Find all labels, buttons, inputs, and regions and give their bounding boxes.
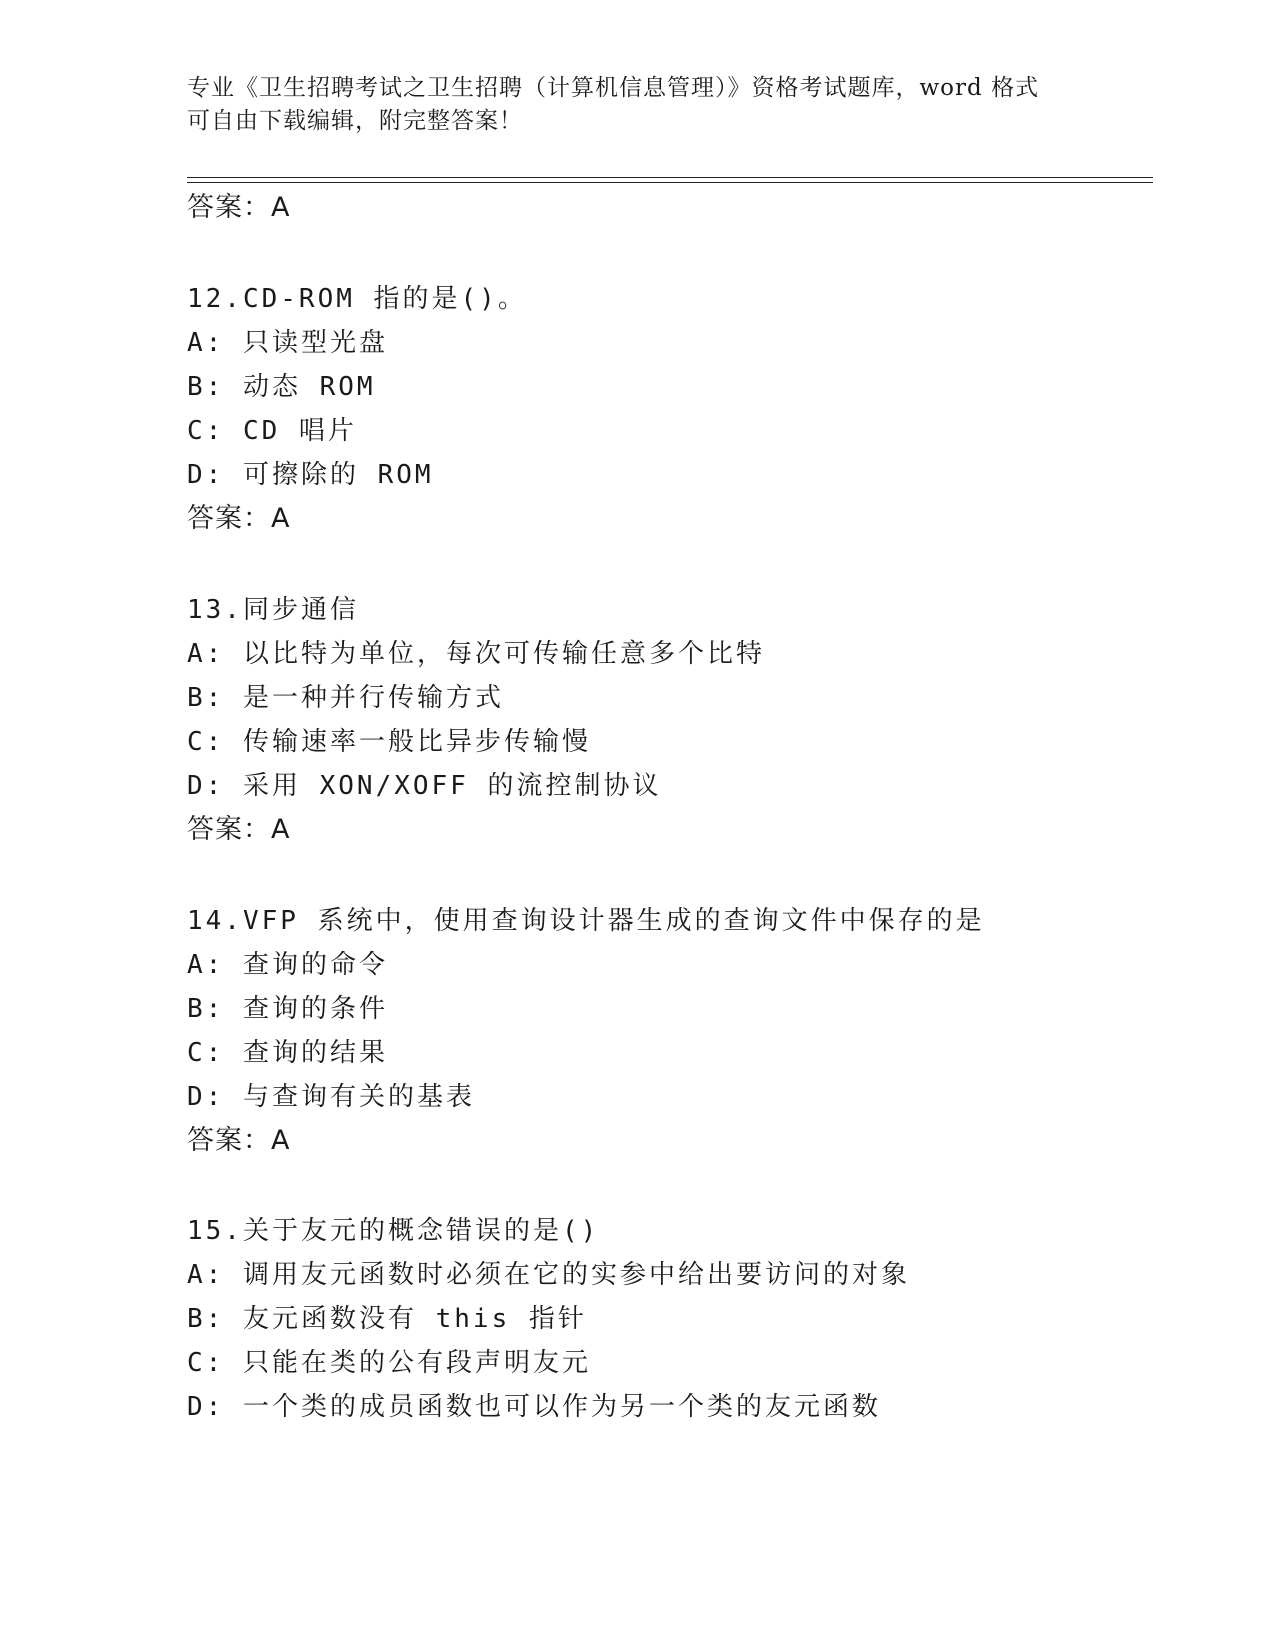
question-14-option-a: A: 查询的命令 [187,950,388,980]
question-13-option-d: D: 采用 XON/XOFF 的流控制协议 [187,771,662,801]
question-13-option-a: A: 以比特为单位，每次可传输任意多个比特 [187,639,765,669]
question-14-stem: 14.VFP 系统中，使用查询设计器生成的查询文件中保存的是 [187,906,985,936]
question-15-option-b: B: 友元函数没有 this 指针 [187,1304,587,1334]
document-header [187,72,1087,138]
question-12-option-d: D: 可擦除的 ROM [187,460,434,490]
question-15-option-d: D: 一个类的成员函数也可以作为另一个类的友元函数 [187,1392,881,1422]
question-13-option-c: C: 传输速率一般比异步传输慢 [187,727,591,757]
question-15-stem: 15.关于友元的概念错误的是() [187,1216,600,1246]
question-12-option-c: C: CD 唱片 [187,416,357,446]
question-13-answer: 答案：A [187,814,291,845]
question-12-answer: 答案：A [187,503,291,534]
header-rule-bottom [187,182,1153,183]
previous-answer: 答案：A [187,192,291,223]
question-13-option-b: B: 是一种并行传输方式 [187,683,504,713]
question-14-option-c: C: 查询的结果 [187,1038,388,1068]
question-14-option-d: D: 与查询有关的基表 [187,1082,475,1112]
header-line-2: 可自由下载编辑，附完整答案！ [187,108,523,134]
header-line-1: 专业《卫生招聘考试之卫生招聘（计算机信息管理）》资格考试题库，word 格式 [187,75,1040,101]
question-13-stem: 13.同步通信 [187,595,359,625]
question-14-answer: 答案：A [187,1125,291,1156]
question-12-stem: 12.CD-ROM 指的是()。 [187,284,527,314]
question-12-option-b: B: 动态 ROM [187,372,376,402]
question-15-option-a: A: 调用友元函数时必须在它的实参中给出要访问的对象 [187,1260,910,1290]
question-12-option-a: A: 只读型光盘 [187,328,388,358]
question-14-option-b: B: 查询的条件 [187,994,388,1024]
question-15-option-c: C: 只能在类的公有段声明友元 [187,1348,591,1378]
header-rule-top [187,177,1153,178]
